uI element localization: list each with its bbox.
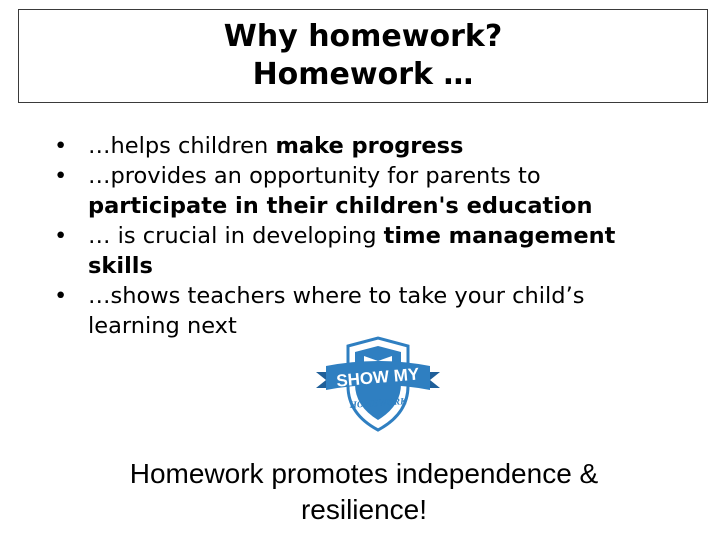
- list-item: [54, 131, 678, 161]
- bullet-icon: •: [54, 133, 68, 159]
- bullet-text: …provides an opportunity for parents to: [88, 163, 541, 189]
- slide-subtitle: Homework …: [252, 57, 474, 92]
- bullet-icon: •: [54, 163, 68, 189]
- bullet-text: …shows teachers where to take your child’s learning next: [88, 283, 585, 339]
- logo-line2: HOMEWORK: [349, 397, 407, 411]
- show-my-homework-logo: [312, 336, 444, 432]
- bullet-icon: •: [54, 283, 68, 309]
- bullet-text: …helps children: [88, 133, 276, 159]
- bullet-list: [54, 131, 678, 341]
- bullet-icon: •: [54, 223, 68, 249]
- list-item: [54, 161, 678, 221]
- bullet-emphasis: make progress: [275, 133, 464, 159]
- list-item: [54, 281, 678, 341]
- slide-title: Why homework?: [223, 19, 503, 54]
- list-item: [54, 221, 678, 281]
- title-box: [18, 9, 708, 103]
- bullet-emphasis: participate in their children's education: [88, 193, 593, 219]
- logo-line1: SHOW MY: [335, 364, 421, 391]
- bullet-emphasis: time management skills: [88, 223, 616, 279]
- bullet-text: … is crucial in developing: [88, 223, 384, 249]
- footer-statement: Homework promotes independence & resilience!: [129, 458, 599, 525]
